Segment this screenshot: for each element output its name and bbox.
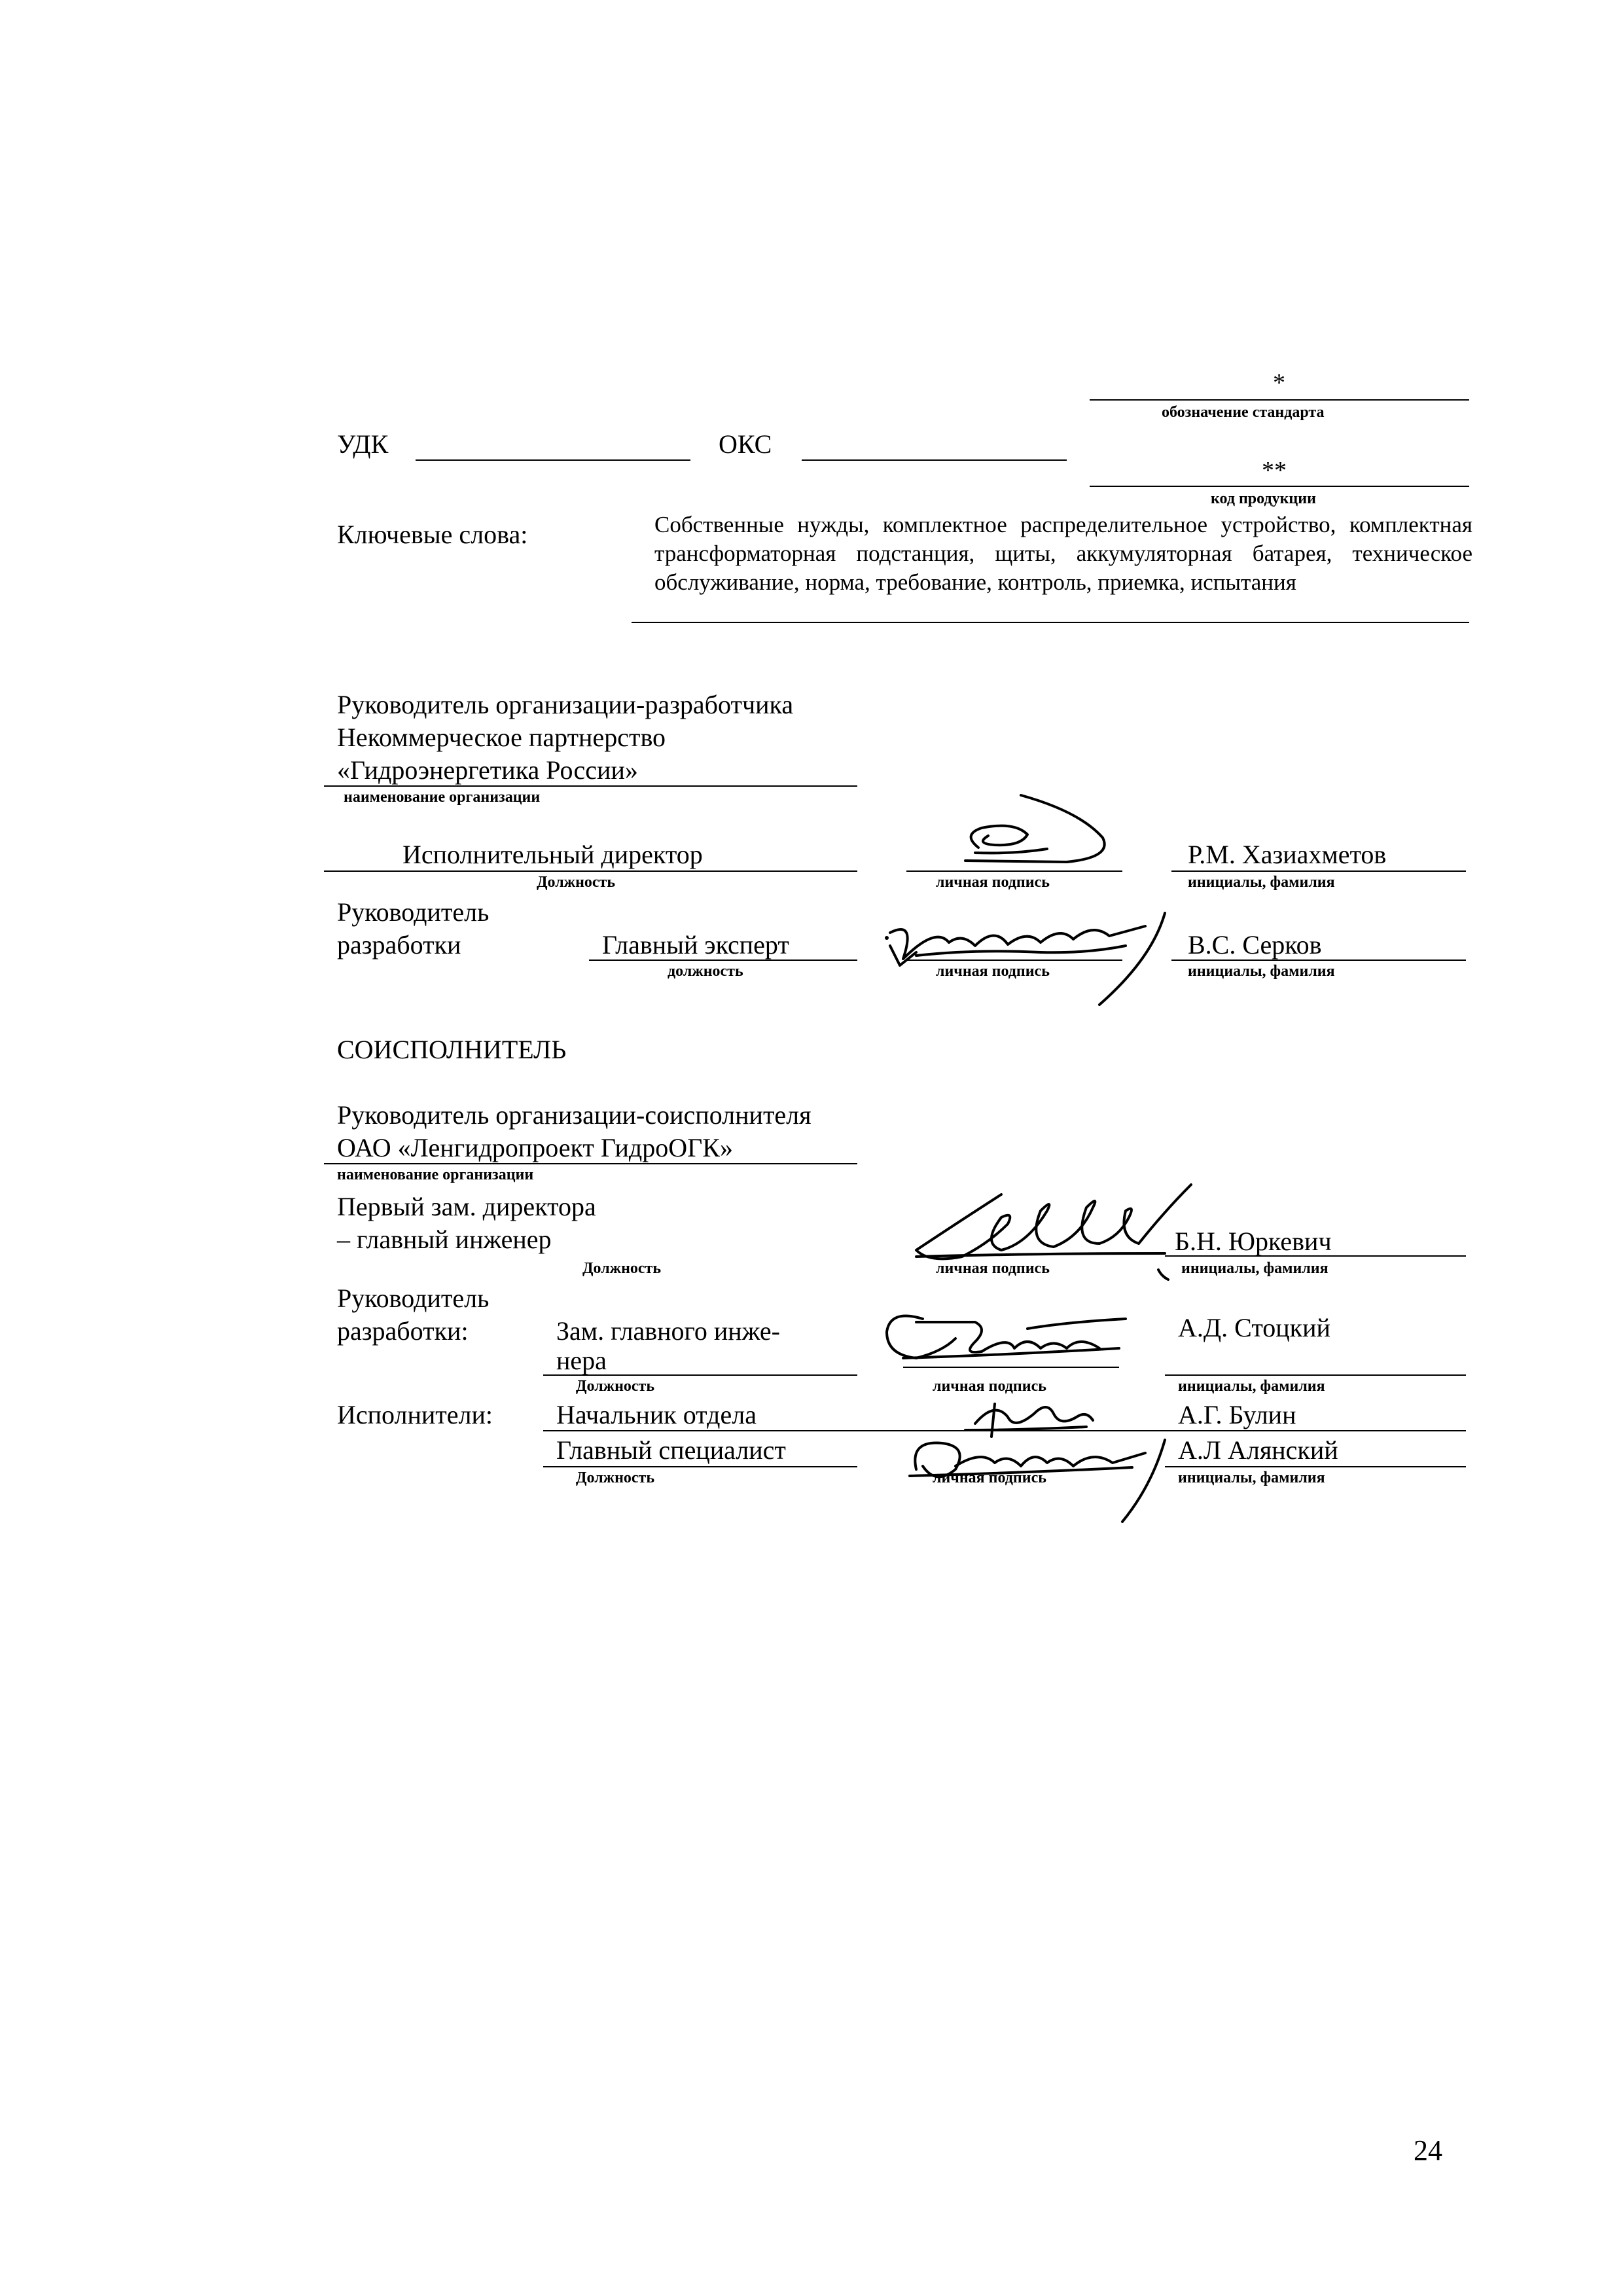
coexecutor-position-1-line1: Первый зам. директора	[337, 1192, 596, 1221]
keywords-label: Ключевые слова:	[337, 520, 528, 549]
developer-signature-line-2	[906, 960, 1122, 961]
udk-line	[416, 459, 690, 461]
developer-name-line-1	[1171, 870, 1466, 872]
developer-org-caption: наименование организации	[344, 789, 541, 806]
standard-line	[1090, 399, 1469, 401]
coexecutor-lead-label-line2: разработки:	[337, 1316, 469, 1346]
coexecutor-name-line-4	[1165, 1466, 1466, 1467]
coexecutor-signature-caption-1: личная подпись	[936, 1260, 1050, 1277]
standard-asterisk: *	[1273, 369, 1285, 397]
coexecutor-position-caption-3: Должность	[576, 1469, 655, 1486]
coexecutor-signature-caption-3: личная подпись	[933, 1469, 1046, 1486]
coexecutor-name-caption-1: инициалы, фамилия	[1181, 1260, 1329, 1277]
product-code-caption: код продукции	[1211, 490, 1316, 507]
coexecutor-org-name: ОАО «Ленгидропроект ГидроОГК»	[337, 1133, 733, 1162]
coexecutor-signature-line-2	[903, 1367, 1119, 1368]
signature-khaziakhmetov	[916, 789, 1126, 874]
coexecutor-name-caption-2: инициалы, фамилия	[1178, 1378, 1325, 1395]
signature-stotsky	[877, 1302, 1152, 1381]
coexecutor-name-4: А.Л Алянский	[1178, 1435, 1338, 1465]
developer-position-1: Исполнительный директор	[402, 840, 703, 869]
developer-org-line1: Некоммерческое партнерство	[337, 723, 666, 752]
coexecutor-position-line-2	[543, 1374, 857, 1376]
coexecutor-position-3: Начальник отдела	[556, 1400, 757, 1429]
keywords-underline	[632, 622, 1469, 623]
developer-position-2: Главный эксперт	[602, 930, 789, 960]
developer-position-caption-2: должность	[668, 963, 743, 980]
coexecutor-lead-label-line1: Руководитель	[337, 1283, 490, 1313]
coexecutor-name-2: А.Д. Стоцкий	[1178, 1313, 1330, 1342]
coexecutor-name-line-2	[1165, 1374, 1466, 1376]
developer-position-line-1	[324, 870, 857, 872]
developer-head-title: Руководитель организации-разработчика	[337, 690, 794, 719]
developer-name-line-2	[1171, 960, 1466, 961]
coexecutor-position-2-line1: Зам. главного инже-	[556, 1316, 780, 1346]
coexecutor-org-caption: наименование организации	[337, 1166, 534, 1183]
coexecutor-signature-caption-2: личная подпись	[933, 1378, 1046, 1395]
coexecutor-name-line-1	[1165, 1255, 1466, 1257]
developer-position-caption-1: Должность	[537, 874, 616, 891]
developer-name-2: В.С. Серков	[1188, 930, 1322, 960]
developer-lead-label-line2: разработки	[337, 930, 461, 960]
developer-org-line2: «Гидроэнергетика России»	[337, 755, 638, 785]
coexecutor-name-1: Б.Н. Юркевич	[1175, 1227, 1332, 1256]
coexecutor-position-2-line2: нера	[556, 1346, 607, 1375]
signature-serkov	[877, 906, 1178, 1011]
coexecutor-position-line-4	[543, 1466, 857, 1467]
developer-signature-caption-2: личная подпись	[936, 963, 1050, 980]
page-number: 24	[1414, 2134, 1442, 2166]
coexecutor-position-4: Главный специалист	[556, 1435, 786, 1465]
coexecutor-name-3: А.Г. Булин	[1178, 1400, 1296, 1429]
oks-label: ОКС	[719, 429, 772, 459]
coexecutor-position-caption-2: Должность	[576, 1378, 655, 1395]
developer-name-caption-1: инициалы, фамилия	[1188, 874, 1335, 891]
developer-position-line-2	[589, 960, 857, 961]
product-code-line	[1090, 486, 1469, 487]
standard-caption: обозначение стандарта	[1162, 404, 1325, 421]
developer-name-1: Р.М. Хазиахметов	[1188, 840, 1387, 869]
developer-lead-label-line1: Руководитель	[337, 897, 490, 927]
developer-org-line	[324, 785, 857, 787]
coexecutor-org-line	[324, 1163, 857, 1164]
coexecutor-position-1-line2: – главный инженер	[337, 1225, 552, 1254]
coexecutor-name-caption-3: инициалы, фамилия	[1178, 1469, 1325, 1486]
udk-label: УДК	[337, 429, 389, 459]
coexecutor-executors-label: Исполнители:	[337, 1400, 493, 1429]
keywords-text: Собственные нужды, комплектное распределительное устройство, комплектная трансформаторная подстанция, щиты, аккумуляторная батарея, техническое обслуживание, норма, требование, контроль, приемка, испытания	[654, 512, 1472, 595]
developer-signature-line-1	[906, 870, 1122, 872]
oks-line	[802, 459, 1067, 461]
developer-name-caption-2: инициалы, фамилия	[1188, 963, 1335, 980]
developer-signature-caption-1: личная подпись	[936, 874, 1050, 891]
product-code-asterisks: **	[1262, 457, 1287, 484]
coexecutor-head-title: Руководитель организации-соисполнителя	[337, 1100, 812, 1130]
coexecutor-position-caption-1: Должность	[582, 1260, 662, 1277]
coexecutor-section-title: СОИСПОЛНИТЕЛЬ	[337, 1035, 567, 1064]
